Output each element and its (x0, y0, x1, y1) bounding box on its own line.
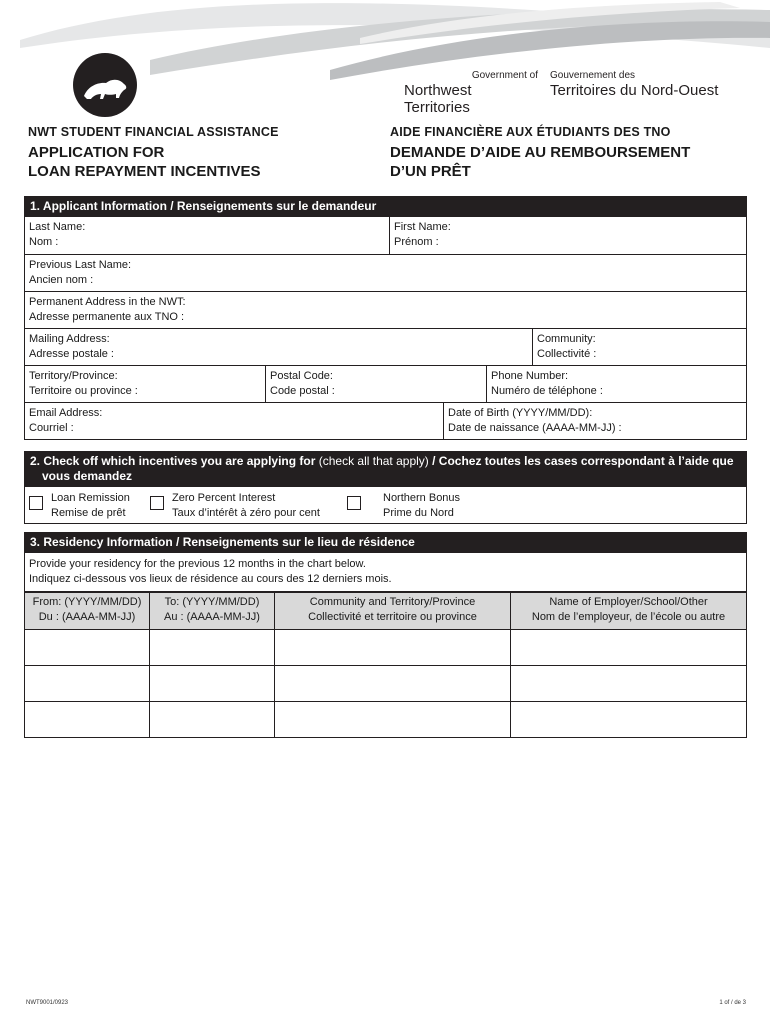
gov-name-french (550, 70, 718, 99)
zero-interest-checkbox[interactable] (150, 496, 164, 510)
incentive-options (24, 487, 747, 524)
date-of-birth-field[interactable] (444, 403, 746, 439)
section3-heading: 3. Residency Information / Renseignements sur le lieu de résidence (24, 532, 747, 553)
postal-label-fr: Code postal : (270, 385, 335, 397)
col-from-en: From: (YYYY/MM/DD) (32, 596, 142, 608)
table-row (25, 702, 747, 738)
form-title-fr-line1: DEMANDE D’AIDE AU REMBOURSEMENT (390, 144, 691, 161)
option-northern-bonus[interactable] (343, 491, 746, 523)
section2-heading (24, 451, 747, 487)
col-employer-en: Name of Employer/School/Other (549, 596, 708, 608)
col-community-fr: Collectivité et territoire ou province (308, 611, 477, 623)
gov-fr-small: Gouvernement des (550, 70, 636, 81)
application-form (24, 196, 747, 738)
to-date-cell[interactable] (150, 702, 275, 738)
option-label-en: Loan Remission (51, 492, 130, 504)
residency-header-row (25, 593, 747, 630)
option-label-fr: Remise de prêt (51, 507, 126, 519)
col-from (25, 593, 150, 630)
community-label-en: Community: (537, 333, 596, 345)
col-to-fr: Au : (AAAA-MM-JJ) (164, 611, 260, 623)
dob-label-fr: Date de naissance (AAAA-MM-JJ) : (448, 422, 622, 434)
postal-label-en: Postal Code: (270, 370, 333, 382)
program-name-en: NWT STUDENT FINANCIAL ASSISTANCE (28, 125, 279, 139)
mail-addr-label-en: Mailing Address: (29, 333, 110, 345)
postal-code-field[interactable] (266, 366, 487, 402)
phone-label-en: Phone Number: (491, 370, 569, 382)
phone-number-field[interactable] (487, 366, 746, 402)
option-label-en: Zero Percent Interest (172, 492, 276, 504)
section2-heading-a: 2. Check off which incentives you are applying for (30, 454, 319, 468)
prev-last-label-fr: Ancien nom : (29, 274, 94, 286)
perm-addr-label-en: Permanent Address in the NWT: (29, 296, 186, 308)
phone-label-fr: Numéro de téléphone : (491, 385, 603, 397)
option-label-en: Northern Bonus (383, 492, 461, 504)
email-field[interactable] (25, 403, 444, 439)
first-name-field[interactable] (390, 217, 746, 254)
territory-field[interactable] (25, 366, 266, 402)
section1-heading: 1. Applicant Information / Renseignements sur le demandeur (24, 196, 747, 217)
name-row (24, 217, 747, 255)
last-name-field[interactable] (25, 217, 390, 254)
permanent-address-row (24, 292, 747, 329)
table-row (25, 666, 747, 702)
form-title-en-line1: APPLICATION FOR (28, 144, 165, 161)
table-row (25, 630, 747, 666)
mailing-address-row (24, 329, 747, 366)
from-date-cell[interactable] (25, 702, 150, 738)
polar-bear-logo-icon (72, 52, 138, 118)
gov-name-english (404, 70, 540, 116)
employer-cell[interactable] (511, 702, 747, 738)
previous-name-row (24, 255, 747, 292)
col-to-en: To: (YYYY/MM/DD) (164, 596, 260, 608)
prev-last-label-en: Previous Last Name: (29, 259, 132, 271)
community-cell[interactable] (275, 630, 511, 666)
page-number: 1 of / de 3 (719, 1000, 746, 1006)
email-label-fr: Courriel : (29, 422, 74, 434)
territory-label-fr: Territoire ou province : (29, 385, 138, 397)
residency-intro-fr: Indiquez ci-dessous vos lieux de résidence au cours des 12 derniers mois. (29, 573, 392, 585)
territory-label-en: Territory/Province: (29, 370, 118, 382)
from-date-cell[interactable] (25, 630, 150, 666)
residency-table (24, 592, 747, 738)
email-label-en: Email Address: (29, 407, 103, 419)
mail-addr-label-fr: Adresse postale : (29, 348, 114, 360)
form-title-en (28, 143, 358, 181)
from-date-cell[interactable] (25, 666, 150, 702)
last-name-label-fr: Nom : (29, 236, 59, 248)
to-date-cell[interactable] (150, 630, 275, 666)
form-title-fr (390, 143, 730, 181)
residency-intro-en: Provide your residency for the previous 12 months in the chart below. (29, 558, 366, 570)
community-label-fr: Collectivité : (537, 348, 597, 360)
section2-heading-line2: vous demandez (42, 469, 133, 483)
employer-cell[interactable] (511, 666, 747, 702)
email-row (24, 403, 747, 440)
gov-en-big: Northwest Territories (404, 82, 472, 116)
option-label-fr: Prime du Nord (383, 507, 454, 519)
col-community (275, 593, 511, 630)
col-employer (511, 593, 747, 630)
community-field[interactable] (533, 329, 746, 365)
form-title-en-line2: LOAN REPAYMENT INCENTIVES (28, 163, 261, 180)
northern-bonus-checkbox[interactable] (347, 496, 361, 510)
community-cell[interactable] (275, 666, 511, 702)
previous-last-name-field[interactable] (25, 255, 746, 291)
form-title-fr-line2: D’UN PRÊT (390, 163, 471, 180)
option-loan-remission[interactable] (25, 491, 146, 523)
option-zero-interest[interactable] (146, 491, 343, 523)
col-from-fr: Du : (AAAA-MM-JJ) (38, 611, 136, 623)
col-employer-fr: Nom de l’employeur, de l’école ou autre (531, 611, 726, 623)
section2-heading-note: (check all that apply) (318, 454, 429, 468)
gov-fr-big: Territoires du Nord-Ouest (550, 82, 719, 99)
loan-remission-checkbox[interactable] (29, 496, 43, 510)
permanent-address-field[interactable] (25, 292, 746, 328)
last-name-label-en: Last Name: (29, 221, 86, 233)
perm-addr-label-fr: Adresse permanente aux TNO : (29, 311, 185, 323)
gov-en-small: Government of (471, 70, 538, 81)
employer-cell[interactable] (511, 630, 747, 666)
first-name-label-fr: Prénom : (394, 236, 439, 248)
dob-label-en: Date of Birth (YYYY/MM/DD): (448, 407, 593, 419)
territory-row (24, 366, 747, 403)
residency-instructions (24, 553, 747, 592)
form-code: NWT9001/0923 (26, 1000, 69, 1006)
col-community-en: Community and Territory/Province (309, 596, 476, 608)
community-cell[interactable] (275, 702, 511, 738)
mailing-address-field[interactable] (25, 329, 533, 365)
to-date-cell[interactable] (150, 666, 275, 702)
program-name-fr: AIDE FINANCIÈRE AUX ÉTUDIANTS DES TNO (390, 125, 671, 139)
first-name-label-en: First Name: (394, 221, 451, 233)
col-to (150, 593, 275, 630)
option-label-fr: Taux d’intérêt à zéro pour cent (172, 507, 320, 519)
section2-heading-b: / Cochez toutes les cases correspondant à l’aide que (428, 454, 734, 468)
